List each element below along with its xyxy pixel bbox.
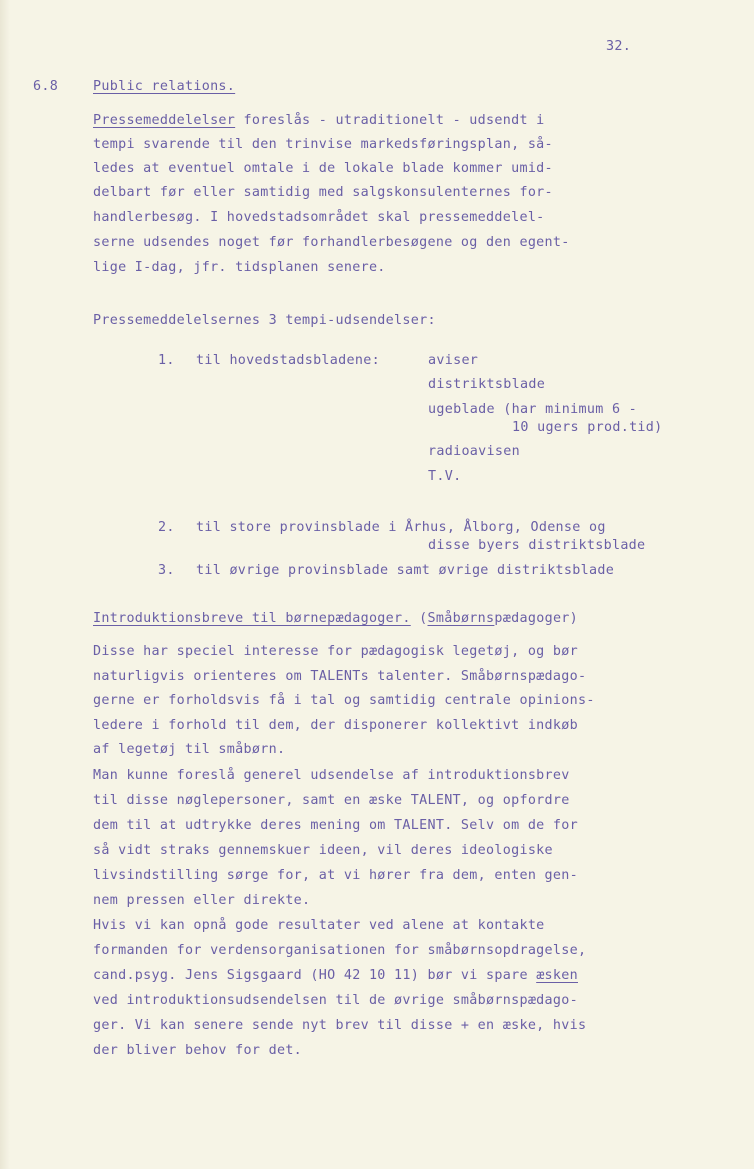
media-item: T.V. <box>428 469 462 484</box>
list-item-label: til øvrige provinsblade samt øvrige distriktsblade <box>196 563 615 578</box>
paragraph-line: ledes at eventuel omtale i de lokale blade kommer umid- <box>93 161 553 176</box>
paragraph-line-text: cand.psyg. Jens Sigsgaard (HO 42 10 11) bør vi spare <box>93 968 537 983</box>
paragraph-line: dem til at udtrykke deres mening om TALENT. Selv om de for <box>93 818 578 833</box>
paragraph-line: formanden for verdensorganisationen for småbørnsopdragelse, <box>93 943 587 958</box>
paragraph-line: så vidt straks gennemskuer ideen, vil deres ideologiske <box>93 843 553 858</box>
page-number: 32. <box>606 39 632 54</box>
list-item-number: 2. <box>158 520 175 535</box>
paragraph-line: til disse nøglepersoner, samt en æske TALENT, og opfordre <box>93 793 570 808</box>
paragraph-line: tempi svarende til den trinvise markedsføringsplan, så- <box>93 137 553 152</box>
list-item-number: 1. <box>158 353 175 368</box>
paragraph-line: Hvis vi kan opnå gode resultater ved alene at kontakte <box>93 918 545 933</box>
media-item: ugeblade (har minimum 6 - <box>428 402 638 417</box>
list-item-number: 3. <box>158 563 175 578</box>
aesken-underlined: æsken <box>536 968 578 983</box>
paragraph-line: der bliver behov for det. <box>93 1043 303 1058</box>
introduction-heading-paren-open: ( <box>419 611 428 626</box>
paragraph-line: ved introduktionsudsendelsen til de øvrige småbørnspædago- <box>93 993 578 1008</box>
media-item: aviser <box>428 353 479 368</box>
introduction-heading-paren-rest: pædagoger) <box>494 611 579 626</box>
list-item-continuation: disse byers distriktsblade <box>428 538 646 553</box>
tempi-heading: Pressemeddelelsernes 3 tempi-udsendelser: <box>93 313 436 328</box>
list-item-label: til hovedstadsbladene: <box>196 353 380 368</box>
paragraph-line-text: foreslås - utraditionelt - udsendt i <box>235 113 545 128</box>
paragraph-line <box>93 967 578 985</box>
pressemeddelelser-heading: Pressemeddelelser <box>93 113 236 128</box>
paragraph-line: gerne er forholdsvis få i tal og samtidig centrale opinions- <box>93 693 595 708</box>
media-item: radioavisen <box>428 444 520 459</box>
introduction-heading-gap <box>411 611 419 626</box>
page-edge-shadow <box>0 0 10 1169</box>
paragraph-line: naturligvis orienteres om TALENTs talenter. Småbørnspædago- <box>93 669 587 684</box>
introduction-heading-sub: Småbørns <box>427 611 495 626</box>
introduction-heading <box>93 610 578 628</box>
section-title: Public relations. <box>93 79 236 94</box>
paragraph-line: lige I-dag, jfr. tidsplanen senere. <box>93 260 386 275</box>
media-item-continuation: 10 ugers prod.tid) <box>512 420 663 435</box>
paragraph-line: Disse har speciel interesse for pædagogisk legetøj, og bør <box>93 644 578 659</box>
paragraph-line: ger. Vi kan senere sende nyt brev til disse + en æske, hvis <box>93 1018 587 1033</box>
paragraph-line: nem pressen eller direkte. <box>93 893 311 908</box>
paragraph-line: livsindstilling sørge for, at vi hører fra dem, enten gen- <box>93 868 578 883</box>
list-item-label: til store provinsblade i Århus, Ålborg, Odense og <box>196 520 606 535</box>
paragraph-line: af legetøj til småbørn. <box>93 742 286 757</box>
paragraph-line: ledere i forhold til dem, der disponerer kollektivt indkøb <box>93 718 578 733</box>
section-number: 6.8 <box>33 79 59 94</box>
paragraph-line: handlerbesøg. I hovedstadsområdet skal pressemeddelel- <box>93 210 545 225</box>
paragraph-line: Man kunne foreslå generel udsendelse af introduktionsbrev <box>93 768 570 783</box>
introduction-heading-title: Introduktionsbreve til børnepædagoger. <box>93 611 411 626</box>
paragraph-line: serne udsendes noget før forhandlerbesøgene og den egent- <box>93 235 570 250</box>
paragraph-line: delbart før eller samtidig med salgskonsulenternes for- <box>93 185 553 200</box>
paragraph-line <box>93 112 545 130</box>
media-item: distriktsblade <box>428 377 546 392</box>
